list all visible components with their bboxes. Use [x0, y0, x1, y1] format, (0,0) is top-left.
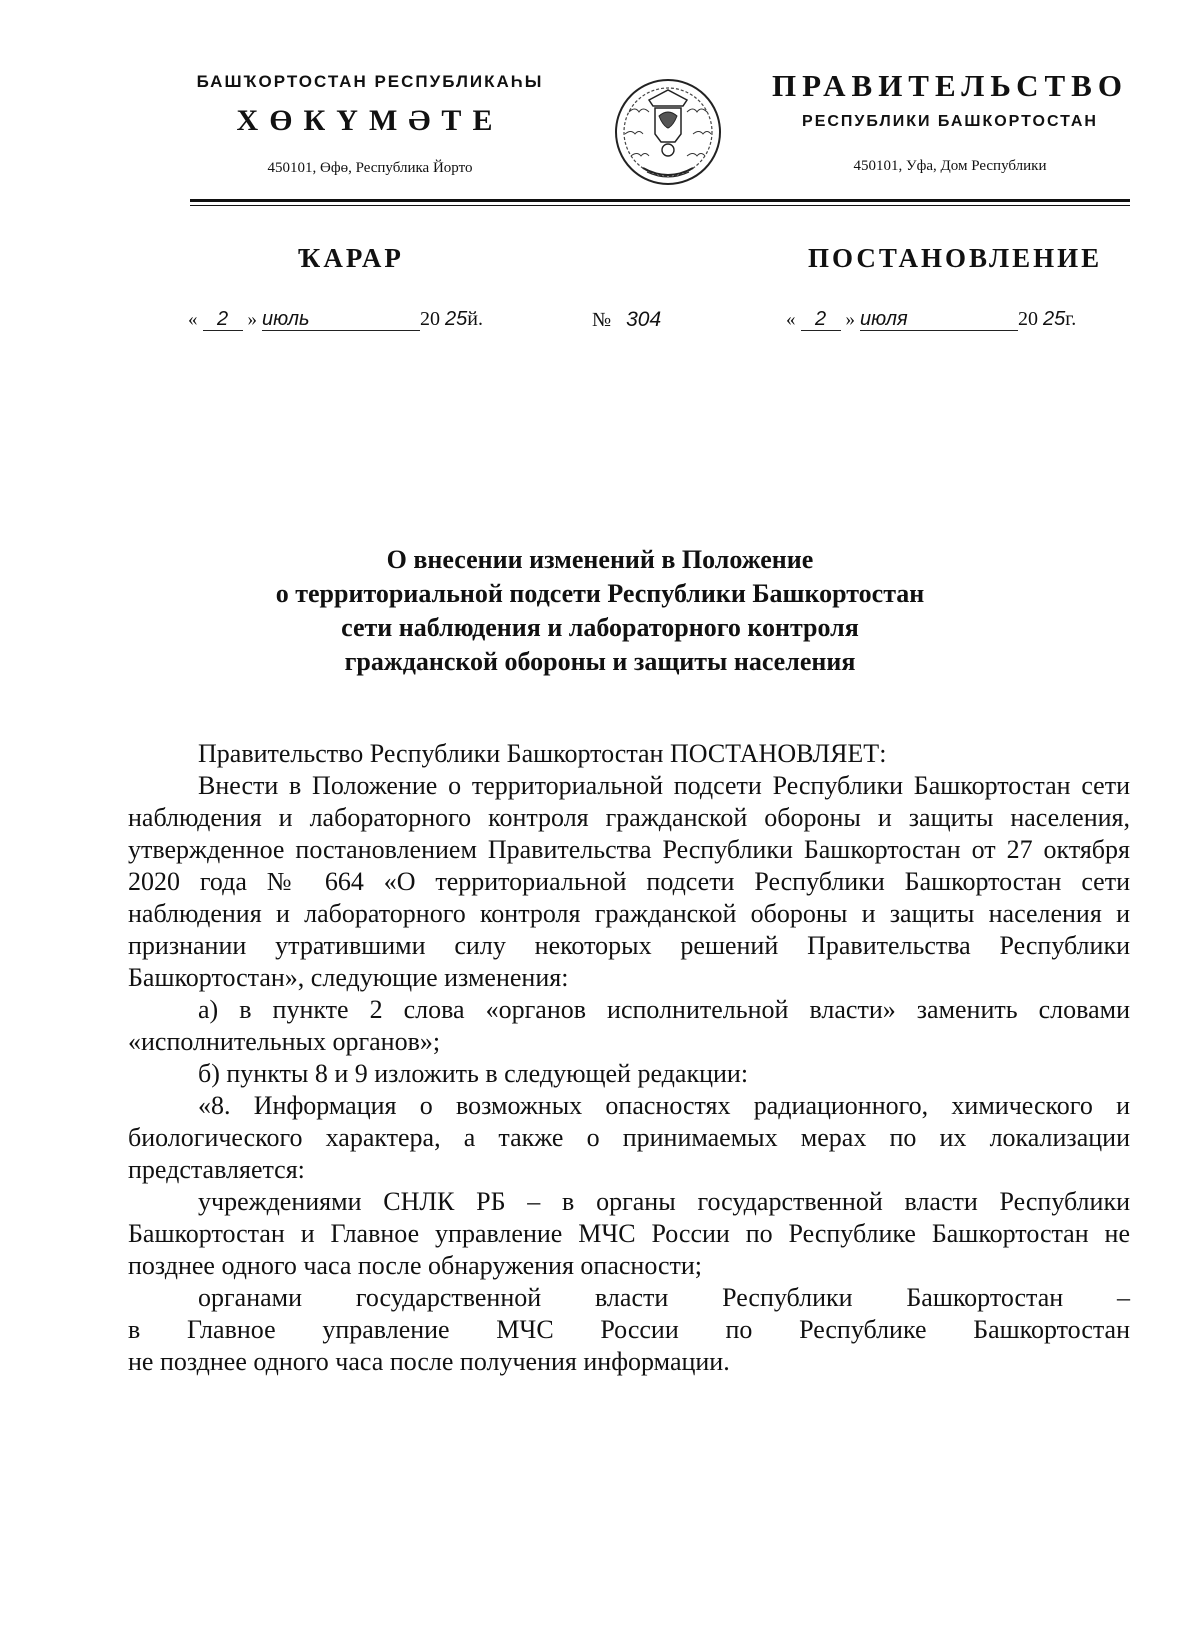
title-line: О внесении изменений в Положение: [386, 545, 814, 574]
body-paragraph: не позднее одного часа после получения информации.: [128, 1347, 730, 1376]
body-paragraph: Внести в Положение о территориальной подсети Республики Башкортостан сети наблюдения и лабораторного контроля гражданской обороны и защиты населения, утвержденное постановлением Правительства Республики Башкортостан от 27 октября 2020 года № 664 «О территориальной подсети Республики Башкортостан сети наблюдения и лабораторного контроля гражданской обороны и защиты населения и признании утратившими силу некоторых решений Правительства Республики Башкортостан», следующие изменения:: [128, 771, 1130, 992]
title-line: о территориальной подсети Республики Башкортостан: [275, 579, 925, 608]
date-russian: [786, 308, 1076, 331]
date-bashkir-day: 2: [203, 308, 243, 331]
number-sign: №: [592, 309, 612, 331]
date-bashkir-suffix: й.: [467, 308, 483, 330]
date-bashkir-year-prefix: 20: [420, 308, 440, 330]
date-russian-year: 25: [1043, 308, 1066, 330]
date-bashkir-close-quote: »: [247, 309, 257, 330]
header-russian-line2: РЕСПУБЛИКИ БАШКОРТОСТАН: [802, 113, 1098, 130]
body-paragraph: а) в пункте 2 слова «органов исполнительной власти» заменить словами «исполнительных органов»;: [128, 995, 1130, 1056]
date-russian-day: 2: [801, 308, 841, 331]
document-title: [200, 543, 1000, 679]
date-russian-suffix: г.: [1065, 308, 1077, 330]
header-bashkir-line1: БАШҠОРТОСТАН РЕСПУБЛИКАҺЫ: [196, 72, 544, 91]
body-paragraph: органами государственной власти Республики Башкортостан –: [198, 1283, 1130, 1312]
date-bashkir-open-quote: «: [188, 309, 198, 330]
document-body: [128, 738, 1130, 1378]
header-bashkir-line2: ХӨКҮМӘТЕ: [236, 104, 504, 137]
title-line: сети наблюдения и лабораторного контроля: [341, 613, 859, 642]
number-value: 304: [626, 308, 662, 331]
date-russian-close-quote: »: [845, 309, 855, 330]
body-paragraph: в Главное управление МЧС России по Республике Башкортостан: [128, 1315, 1130, 1344]
date-russian-year-prefix: 20: [1018, 308, 1038, 330]
body-paragraph: учреждениями СНЛК РБ – в органы государственной власти Республики Башкортостан и Главное управление МЧС России по Республике Башкортостан не позднее одного часа после обнаружения опасности;: [128, 1187, 1130, 1280]
header-divider-thin: [190, 205, 1130, 206]
header-divider-thick: [190, 199, 1130, 202]
date-bashkir-year: 25: [445, 308, 468, 330]
document-number: [592, 308, 661, 332]
coat-of-arms-icon: [609, 72, 727, 196]
title-line: гражданской обороны и защиты населения: [344, 647, 856, 676]
header-russian-line1: ПРАВИТЕЛЬСТВО: [772, 68, 1128, 103]
doc-type-bashkir: ҠАРАР: [298, 243, 404, 273]
date-bashkir-month: июль: [262, 308, 420, 331]
date-russian-month: июля: [860, 308, 1018, 331]
body-paragraph: б) пункты 8 и 9 изложить в следующей редакции:: [198, 1059, 749, 1088]
header-russian-address: 450101, Уфа, Дом Республики: [853, 158, 1047, 174]
doc-type-russian: ПОСТАНОВЛЕНИЕ: [808, 243, 1103, 273]
date-bashkir: [188, 308, 483, 331]
body-paragraph: «8. Информация о возможных опасностях радиационного, химического и биологического характера, а также о принимаемых мерах по их локализации представляется:: [128, 1091, 1130, 1184]
date-russian-open-quote: «: [786, 309, 796, 330]
body-paragraph: Правительство Республики Башкортостан ПОСТАНОВЛЯЕТ:: [198, 739, 887, 768]
header-bashkir-address: 450101, Өфө, Республика Йорто: [267, 160, 473, 176]
